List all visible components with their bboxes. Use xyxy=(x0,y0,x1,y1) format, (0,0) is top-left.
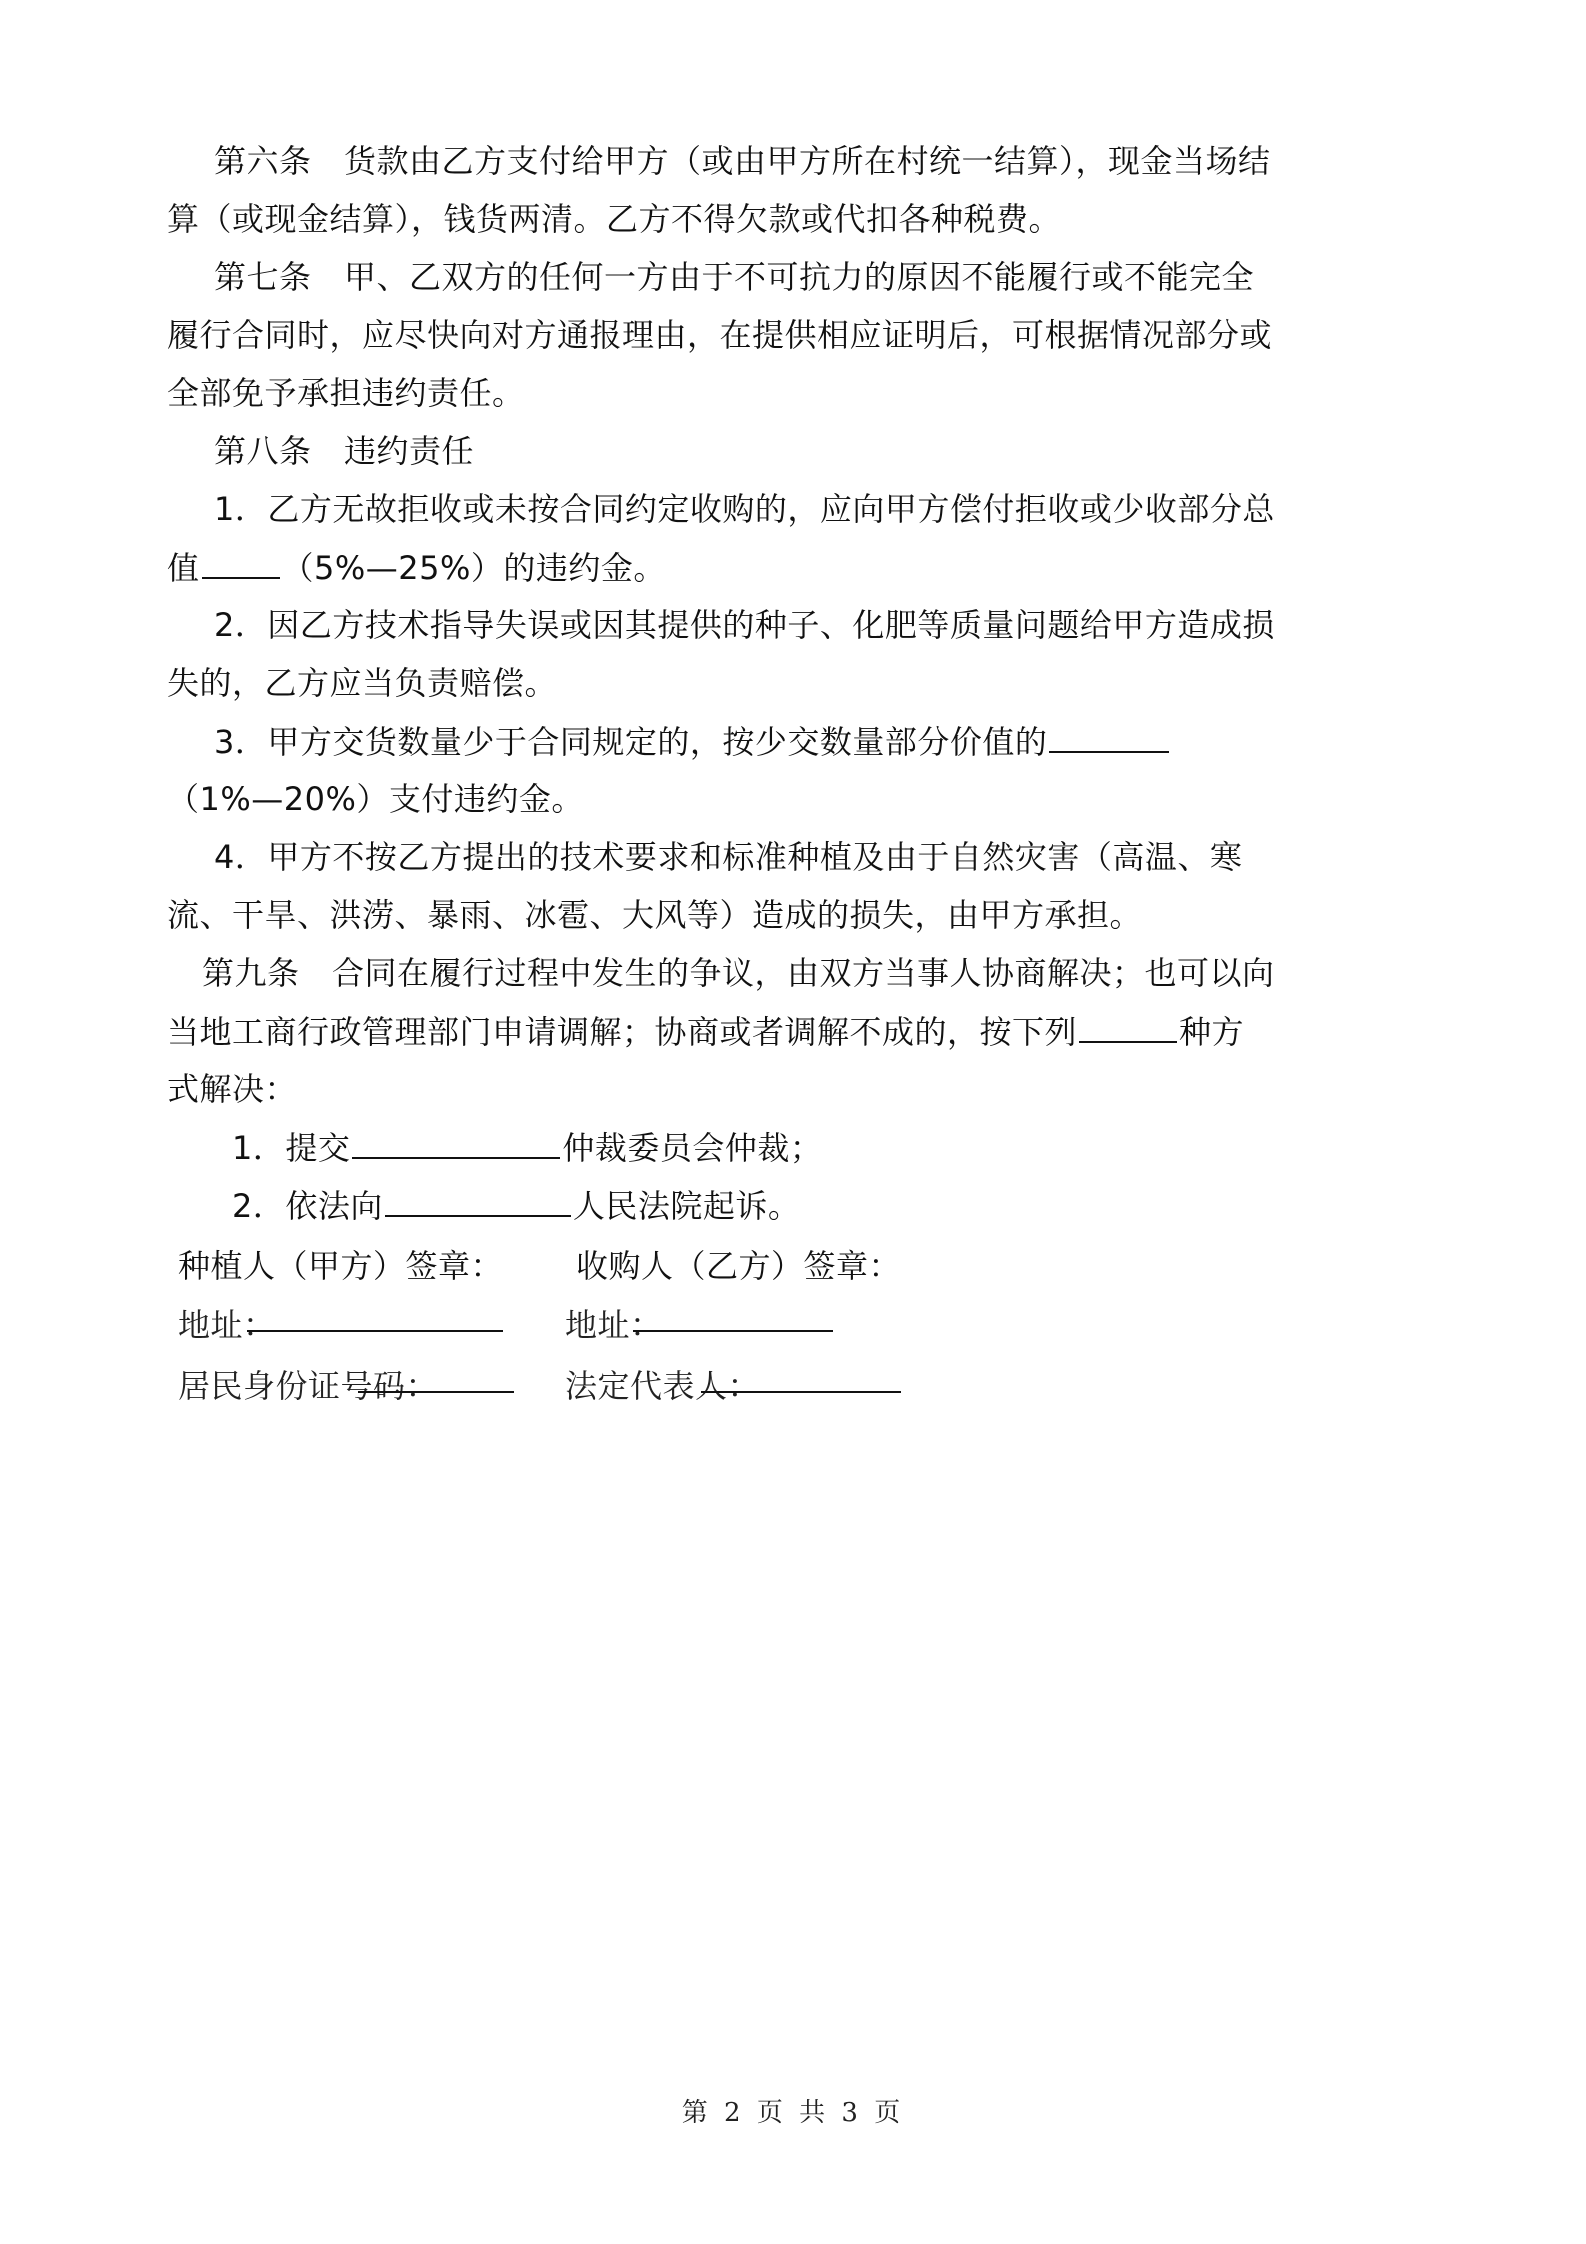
party-a-id-field[interactable] xyxy=(358,1391,514,1393)
dispute-method-blank[interactable] xyxy=(1079,1009,1177,1043)
article-8-item-4-line-2: 流、干旱、洪涝、暴雨、冰雹、大风等）造成的损失，由甲方承担。 xyxy=(167,896,1143,934)
article-8-item-1-line-1: 1．乙方无故拒收或未按合同约定收购的，应向甲方偿付拒收或少收部分总 xyxy=(214,490,1275,528)
party-b-signature-title: 收购人（乙方）签章： xyxy=(576,1247,902,1285)
article-8-heading: 第八条 违约责任 xyxy=(214,432,475,470)
article-8-item-1-line-2 xyxy=(167,545,666,590)
option-1-prefix: 1．提交 xyxy=(232,1129,351,1167)
item-3-text: 3．甲方交货数量少于合同规定的，按少交数量部分价值的 xyxy=(214,723,1048,761)
article-8-item-2-line-1: 2．因乙方技术指导失误或因其提供的种子、化肥等质量问题给甲方造成损 xyxy=(214,606,1275,644)
article-7-line-3: 全部免予承担违约责任。 xyxy=(167,374,525,412)
article-8-item-4-line-1: 4．甲方不按乙方提出的技术要求和标准种植及由于自然灾害（高温、寒 xyxy=(214,838,1243,876)
option-2-prefix: 2．依法向 xyxy=(232,1187,383,1225)
court-name-blank[interactable] xyxy=(385,1183,571,1217)
article-9-line-2-text: 当地工商行政管理部门申请调解；协商或者调解不成的，按下列 xyxy=(167,1013,1078,1051)
party-b-address-field[interactable] xyxy=(633,1330,833,1332)
article-9-option-2 xyxy=(232,1183,800,1228)
article-9-line-2 xyxy=(167,1009,1244,1054)
option-2-suffix: 人民法院起诉。 xyxy=(572,1187,801,1225)
party-a-signature-title: 种植人（甲方）签章： xyxy=(178,1247,504,1285)
party-b-representative-label: 法定代表人： xyxy=(565,1367,761,1405)
option-1-suffix: 仲裁委员会仲裁； xyxy=(562,1129,823,1167)
article-8-item-3-line-2: （1%—20%）支付违约金。 xyxy=(167,780,584,818)
item-1-prefix: 值 xyxy=(167,549,200,587)
shortfall-rate-blank[interactable] xyxy=(1049,719,1169,753)
party-a-address-field[interactable] xyxy=(247,1330,503,1332)
article-8-item-2-line-2: 失的，乙方应当负责赔偿。 xyxy=(167,664,558,702)
party-b-address-label: 地址： xyxy=(565,1306,663,1344)
party-a-address-label: 地址： xyxy=(178,1306,276,1344)
party-b-representative-field[interactable] xyxy=(701,1391,901,1393)
arbitration-committee-blank[interactable] xyxy=(352,1125,560,1159)
article-6-line-2: 算（或现金结算），钱货两清。乙方不得欠款或代扣各种税费。 xyxy=(167,200,1062,238)
article-7-line-1: 第七条 甲、乙双方的任何一方由于不可抗力的原因不能履行或不能完全 xyxy=(214,258,1255,296)
page-number-footer: 第 2 页 共 3 页 xyxy=(681,2098,905,2128)
penalty-rate-blank[interactable] xyxy=(202,545,280,579)
article-8-item-3-line-1 xyxy=(214,719,1171,764)
article-9-line-2-suffix: 种方 xyxy=(1179,1013,1245,1051)
article-6-line-1: 第六条 货款由乙方支付给甲方（或由甲方所在村统一结算），现金当场结 xyxy=(214,142,1271,180)
item-1-suffix: （5%—25%）的违约金。 xyxy=(281,549,666,587)
article-9-option-1 xyxy=(232,1125,822,1170)
article-7-line-2: 履行合同时，应尽快向对方通报理由，在提供相应证明后，可根据情况部分或 xyxy=(167,316,1273,354)
article-9-line-1: 第九条 合同在履行过程中发生的争议，由双方当事人协商解决；也可以向 xyxy=(202,954,1275,992)
article-9-line-3: 式解决： xyxy=(167,1070,298,1108)
party-a-id-label: 居民身份证号码： xyxy=(178,1367,439,1405)
